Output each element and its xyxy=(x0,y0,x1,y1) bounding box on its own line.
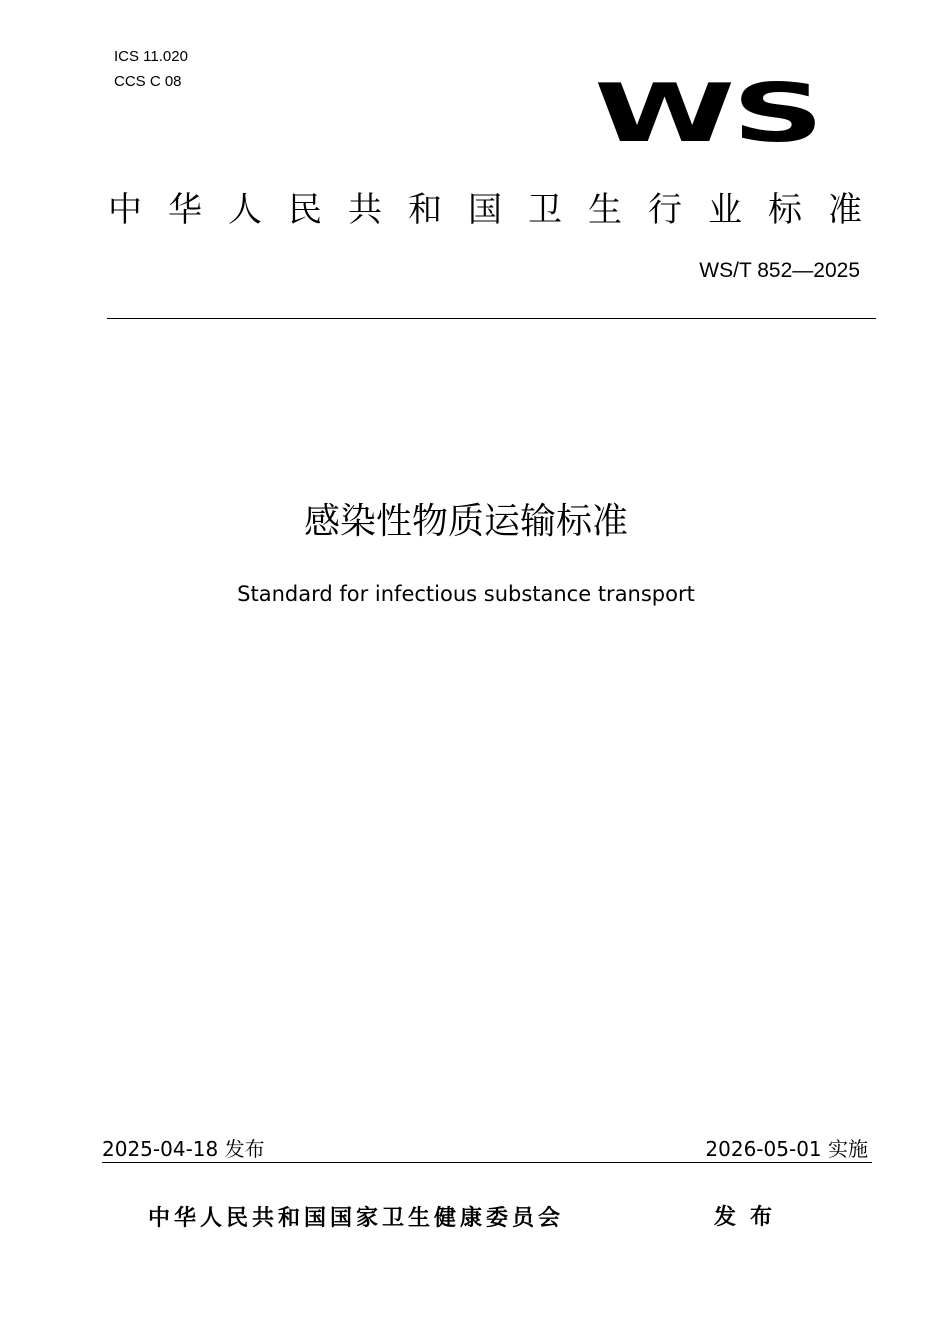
top-divider xyxy=(107,318,876,319)
document-title-en: Standard for infectious substance transport xyxy=(237,582,695,606)
ccs-code: CCS C 08 xyxy=(114,73,182,90)
authority-title: 中华人民共和国卫生行业标准 xyxy=(108,190,888,230)
bottom-divider xyxy=(102,1162,872,1163)
publish-label: 发布 xyxy=(714,1205,787,1230)
implementation-date: 2026-05-01 实施 xyxy=(705,1137,868,1161)
ws-logo: WS xyxy=(594,67,821,160)
standard-number: WS/T 852—2025 xyxy=(699,259,860,282)
ics-code: ICS 11.020 xyxy=(114,48,188,65)
issue-date: 2025-04-18 发布 xyxy=(102,1137,265,1161)
document-title-zh: 感染性物质运输标准 xyxy=(303,501,628,542)
publisher-name: 中华人民共和国国家卫生健康委员会 xyxy=(148,1206,565,1231)
